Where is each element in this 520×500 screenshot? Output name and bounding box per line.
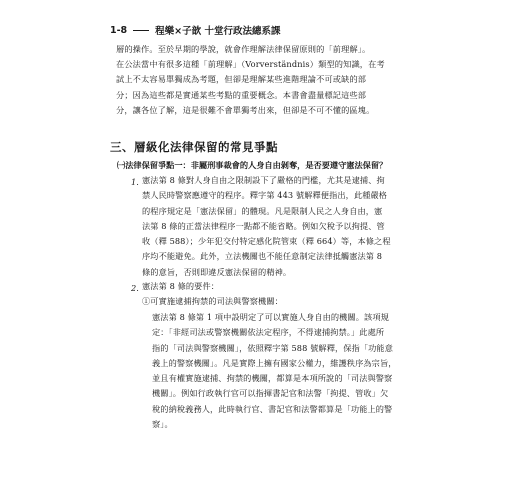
subsection-title: ㈠法律保留爭點一：非屬刑事裁會的人身自由剝奪，是否要遵守憲法保留？ — [117, 160, 388, 170]
section-title: 三、層級化法律保留的常見爭點 — [110, 140, 278, 154]
page-number: 1-8 — [110, 24, 128, 36]
text-line: 序均不能避免。此外，立法機關也不能任意制定法律抵觸憲法第 8 — [142, 251, 383, 262]
text-line: 分，讓各位了解，這是很難不會單獨考出來，但卻是不可不懂的區塊。 — [116, 104, 375, 115]
text-line: 在公法當中有很多這種「前理解」（Vorverständnis）類型的知識，在考 — [116, 59, 385, 70]
text-line: 義上的警察機關」。凡是實際上擁有國家公權力，維護秩序為宗旨， — [152, 357, 397, 368]
item1-paragraph — [142, 173, 408, 280]
text-line: 並且有權實施逮捕、拘禁的機關，都算是本項所說的「司法與警察 — [152, 373, 393, 384]
text-line: 禁人民時警察應遵守的程序。釋字第 443 號解釋便指出，此種嚴格 — [142, 190, 388, 201]
text-line: 條的意旨，否則即違反憲法保留的精神。 — [142, 266, 292, 277]
text-line: 層的操作。至於早期的學說，就會作理解法律保留原則的「前理解」。 — [116, 44, 371, 54]
text-line: 機關」。例如行政執行官可以指揮書記官和法警「拘提、管收」欠 — [152, 388, 389, 399]
text-line: 試上不太容易單獨成為考題，但卻是理解某些進階理論不可或缺的部 — [116, 74, 367, 85]
item2-1-label: ①可實施逮捕拘禁的司法與警察機關： — [142, 296, 283, 306]
header-dash — [133, 30, 149, 31]
text-line: 憲法第 8 條對人身自由之限制設下了嚴格的門檻，尤其是逮捕、拘 — [142, 175, 385, 185]
text-line: 察」。 — [152, 419, 173, 430]
text-line: 的程序規定是「憲法保留」的體現。凡是限制人民之人身自由，憲 — [142, 205, 383, 216]
text-line: 分；因為這些都是實通某些考點的重要概念。本書會盡量標記這些部 — [116, 89, 367, 100]
text-line: 憲法第 8 條第 1 項中設明定了可以實施人身自由的機關。該項規 — [152, 312, 389, 322]
item2-1-paragraph — [152, 310, 408, 432]
text-line: 定：「非經司法或警察機關依法定程序，不得逮捕拘禁。」此處所 — [152, 327, 385, 338]
text-line: 收（釋 588）；少年犯交付特定感化院管束（釋 664）等，本條之程 — [142, 236, 391, 247]
text-line: 稅的納稅義務人，此時執行官、書記官和法警都算是「功能上的警 — [152, 403, 393, 414]
item-number: 1. — [131, 177, 139, 187]
text-line: 指的「司法與警察機關」，依照釋字第 588 號解釋，保指「功能意 — [152, 342, 393, 353]
item2-label: 憲法第 8 條的要件： — [142, 281, 220, 291]
item-number: 2. — [131, 283, 139, 293]
text-line: 法第 8 條的正當法律程序一點都不能省略。例如欠稅予以拘提、管 — [142, 220, 385, 231]
running-header — [110, 23, 280, 37]
book-title: 程樂×子歆 十堂行政法總系課 — [155, 26, 281, 37]
intro-paragraph — [116, 42, 410, 118]
